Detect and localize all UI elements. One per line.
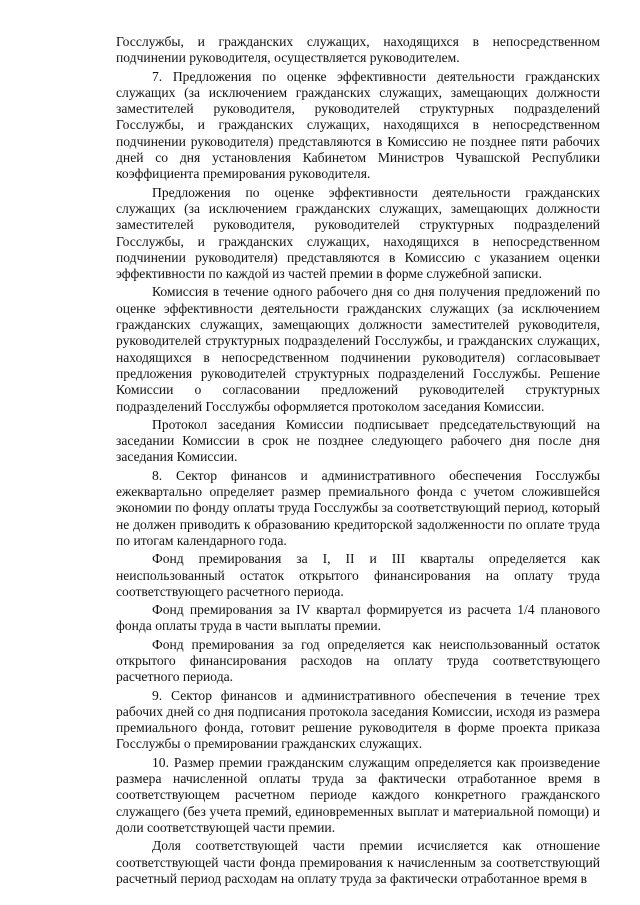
- paragraph-fund-q4: Фонд премирования за IV квартал формируется из расчета 1/4 планового фонда оплаты труда в части выплаты премии.: [116, 602, 600, 634]
- paragraph-protocol: Протокол заседания Комиссии подписывает председательствующий на заседании Комиссии в срок не позднее следующего рабочего дня после дня заседания Комиссии.: [116, 416, 600, 465]
- paragraph-continuation: Госслужбы, и гражданских служащих, находящихся в непосредственном подчинении руководителя, осуществляется руководителем.: [116, 34, 600, 66]
- paragraph-commission: Комиссия в течение одного рабочего дня со дня получения предложений по оценке эффективности деятельности гражданских служащих (за исключением гражданских служащих, замещающих должности заместителей руководителя, руководителей структурных подразделений Госслужбы, и гражданских служащих, находящихся в непосредственном подчинении руководителя) согласовывает предложения руководителей структурных подразделений Госслужбы. Решение Комиссии о согласовании предложений руководителей структурных подразделений Госслужбы оформляется протоколом заседания Комиссии.: [116, 284, 600, 414]
- paragraph-share: Доля соответствующей части премии исчисляется как отношение соответствующей части фонда премирования к начисленным за соответствующий расчетный период расходам на оплату труда за фактически отработанное время в: [116, 838, 600, 886]
- paragraph-item-7: 7. Предложения по оценке эффективности деятельности гражданских служащих (за исключением гражданских служащих, замещающих должности заместителей руководителя, руководителей структурных подразделений Госслужбы, и гражданских служащих, находящихся в непосредственном подчинении руководителя) представляются в Комиссию не позднее пяти рабочих дней со дня установления Кабинетом Министров Чувашской Республики коэффициента премирования руководителя.: [116, 68, 600, 182]
- document-page: [116, 34, 600, 889]
- paragraph-item-9: 9. Сектор финансов и административного обеспечения в течение трех рабочих дней со дня подписания протокола заседания Комиссии, исходя из размера премиального фонда, готовит решение руководителя в форме проекта приказа Госслужбы о премировании гражданских служащих.: [116, 687, 600, 752]
- paragraph-proposals: Предложения по оценке эффективности деятельности гражданских служащих (за исключением гражданских служащих, замещающих должности заместителей руководителя, руководителей структурных подразделений Госслужбы, и гражданских служащих, находящихся в непосредственном подчинении руководителя) представляются в Комиссию с указанием оценки эффективности по каждой из частей премии в форме служебной записки.: [116, 184, 600, 282]
- paragraph-item-8: 8. Сектор финансов и административного обеспечения Госслужбы ежеквартально определяет размер премиального фонда с учетом сложившейся экономии по фонду оплаты труда Госслужбы за соответствующий период, который не должен приводить к образованию кредиторской задолженности по оплате труда по итогам календарного года.: [116, 467, 600, 548]
- paragraph-fund-quarters: Фонд премирования за I, II и III кварталы определяется как неиспользованный остаток открытого финансирования на оплату труда соответствующего расчетного периода.: [116, 551, 600, 599]
- paragraph-item-10: 10. Размер премии гражданским служащим определяется как произведение размера начисленной оплаты труда за фактически отработанное время в соответствующем расчетном периоде каждого конкретного гражданского служащего (без учета премий, единовременных выплат и материальной помощи) и доли соответствующей части премии.: [116, 754, 600, 835]
- paragraph-fund-year: Фонд премирования за год определяется как неиспользованный остаток открытого финансирования расходов на оплату труда соответствующего расчетного периода.: [116, 636, 600, 685]
